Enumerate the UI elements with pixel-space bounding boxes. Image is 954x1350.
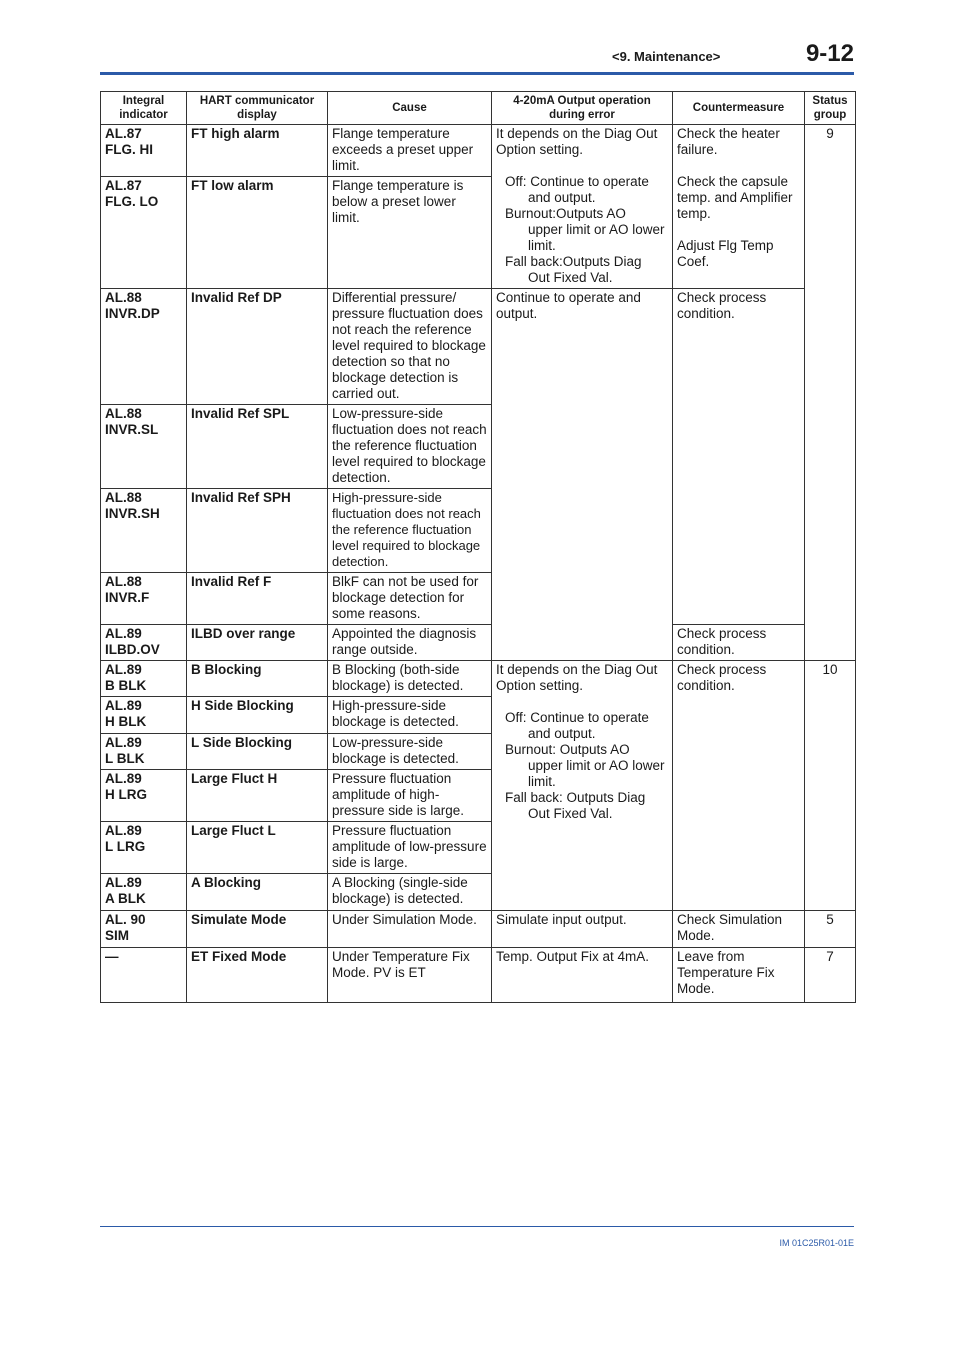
cause-cell: A Blocking (single-side blockage) is detected. bbox=[328, 874, 492, 911]
indicator-cell: AL.89 H BLK bbox=[101, 697, 187, 734]
countermeasure-cell: Check Simulation Mode. bbox=[673, 911, 805, 948]
cause-cell: Under Temperature Fix Mode. PV is ET bbox=[328, 948, 492, 1003]
output-cell: Continue to operate and output. bbox=[492, 289, 673, 661]
indicator-cell: AL.89 B BLK bbox=[101, 661, 187, 697]
hart-cell: Invalid Ref SPH bbox=[187, 489, 328, 573]
cause-cell: B Blocking (both-side blockage) is detected. bbox=[328, 661, 492, 697]
cause-cell: Low-pressure-side blockage is detected. bbox=[328, 734, 492, 770]
hart-cell: FT high alarm bbox=[187, 125, 328, 177]
table-header-row bbox=[101, 92, 856, 125]
cause-cell: High-pressure-side fluctuation does not reach the reference fluctuation level required to blockage detection. bbox=[328, 489, 492, 573]
cause-cell: High-pressure-side blockage is detected. bbox=[328, 697, 492, 734]
hart-cell: B Blocking bbox=[187, 661, 328, 697]
cause-cell: Under Simulation Mode. bbox=[328, 911, 492, 948]
table-row bbox=[101, 125, 856, 177]
table-row bbox=[101, 625, 856, 661]
col-header-status-group: Status group bbox=[805, 92, 856, 125]
hart-cell: ET Fixed Mode bbox=[187, 948, 328, 1003]
output-cell: It depends on the Diag Out Option setting. Off: Continue to operate and output. Burnout: Outputs AO upper limit or AO lower limit. Fall back: Outputs Diag Out Fixed Val. bbox=[492, 661, 673, 911]
cause-cell: Pressure fluctuation amplitude of high-pressure side is large. bbox=[328, 770, 492, 822]
indicator-cell: AL.89 L LRG bbox=[101, 822, 187, 874]
indicator-cell: — bbox=[101, 948, 187, 1003]
hart-cell: H Side Blocking bbox=[187, 697, 328, 734]
status-group-cell: 7 bbox=[805, 948, 856, 1003]
cause-cell: Pressure fluctuation amplitude of low-pressure side is large. bbox=[328, 822, 492, 874]
output-cell: Simulate input output. bbox=[492, 911, 673, 948]
table-row bbox=[101, 289, 856, 405]
col-header-hart: HART communicator display bbox=[187, 92, 328, 125]
hart-cell: Large Fluct H bbox=[187, 770, 328, 822]
table-row bbox=[101, 948, 856, 1003]
table-row bbox=[101, 661, 856, 697]
footer-rule bbox=[100, 1226, 854, 1227]
indicator-cell: AL.89 A BLK bbox=[101, 874, 187, 911]
hart-cell: FT low alarm bbox=[187, 177, 328, 289]
hart-cell: Invalid Ref DP bbox=[187, 289, 328, 405]
page-number: 9-12 bbox=[805, 40, 854, 67]
indicator-cell: AL.88 INVR.DP bbox=[101, 289, 187, 405]
hart-cell: Invalid Ref F bbox=[187, 573, 328, 625]
status-group-cell: 10 bbox=[805, 661, 856, 911]
cause-cell: Flange temperature is below a preset lower limit. bbox=[328, 177, 492, 289]
alarm-table bbox=[100, 91, 856, 1003]
table-row bbox=[101, 911, 856, 948]
document-id: IM 01C25R01-01E bbox=[779, 1238, 854, 1248]
col-header-cause: Cause bbox=[328, 92, 492, 125]
indicator-cell: AL.87 FLG. LO bbox=[101, 177, 187, 289]
cause-cell: Appointed the diagnosis range outside. bbox=[328, 625, 492, 661]
status-group-cell: 9 bbox=[805, 125, 856, 661]
hart-cell: A Blocking bbox=[187, 874, 328, 911]
indicator-cell: AL.89 H LRG bbox=[101, 770, 187, 822]
countermeasure-cell: Check the heater failure. Check the capsule temp. and Amplifier temp. Adjust Flg Temp Coef. bbox=[673, 125, 805, 289]
cause-cell: Flange temperature exceeds a preset upper limit. bbox=[328, 125, 492, 177]
countermeasure-cell: Check process condition. bbox=[673, 289, 805, 625]
output-cell: It depends on the Diag Out Option setting. Off: Continue to operate and output. Burnout:Outputs AO upper limit or AO lower limit. Fall back:Outputs Diag Out Fixed Val. bbox=[492, 125, 673, 289]
indicator-cell: AL.87 FLG. HI bbox=[101, 125, 187, 177]
countermeasure-cell: Check process condition. bbox=[673, 661, 805, 911]
hart-cell: ILBD over range bbox=[187, 625, 328, 661]
indicator-cell: AL.88 INVR.SL bbox=[101, 405, 187, 489]
col-header-indicator: Integral indicator bbox=[101, 92, 187, 125]
countermeasure-cell: Check process condition. bbox=[673, 625, 805, 661]
hart-cell: Simulate Mode bbox=[187, 911, 328, 948]
indicator-cell: AL.89 L BLK bbox=[101, 734, 187, 770]
hart-cell: L Side Blocking bbox=[187, 734, 328, 770]
status-group-cell: 5 bbox=[805, 911, 856, 948]
cause-cell: Low-pressure-side fluctuation does not reach the reference fluctuation level required to blockage detection. bbox=[328, 405, 492, 489]
header-rule bbox=[100, 72, 854, 75]
indicator-cell: AL. 90 SIM bbox=[101, 911, 187, 948]
hart-cell: Invalid Ref SPL bbox=[187, 405, 328, 489]
indicator-cell: AL.89 ILBD.OV bbox=[101, 625, 187, 661]
indicator-cell: AL.88 INVR.F bbox=[101, 573, 187, 625]
col-header-output: 4-20mA Output operation during error bbox=[492, 92, 673, 125]
hart-cell: Large Fluct L bbox=[187, 822, 328, 874]
output-cell: Temp. Output Fix at 4mA. bbox=[492, 948, 673, 1003]
section-title: <9. Maintenance> bbox=[612, 49, 721, 64]
countermeasure-cell: Leave from Temperature Fix Mode. bbox=[673, 948, 805, 1003]
col-header-countermeasure: Countermeasure bbox=[673, 92, 805, 125]
cause-cell: BlkF can not be used for blockage detection for some reasons. bbox=[328, 573, 492, 625]
cause-cell: Differential pressure/ pressure fluctuation does not reach the reference level required to blockage detection so that no blockage detection is carried out. bbox=[328, 289, 492, 405]
indicator-cell: AL.88 INVR.SH bbox=[101, 489, 187, 573]
